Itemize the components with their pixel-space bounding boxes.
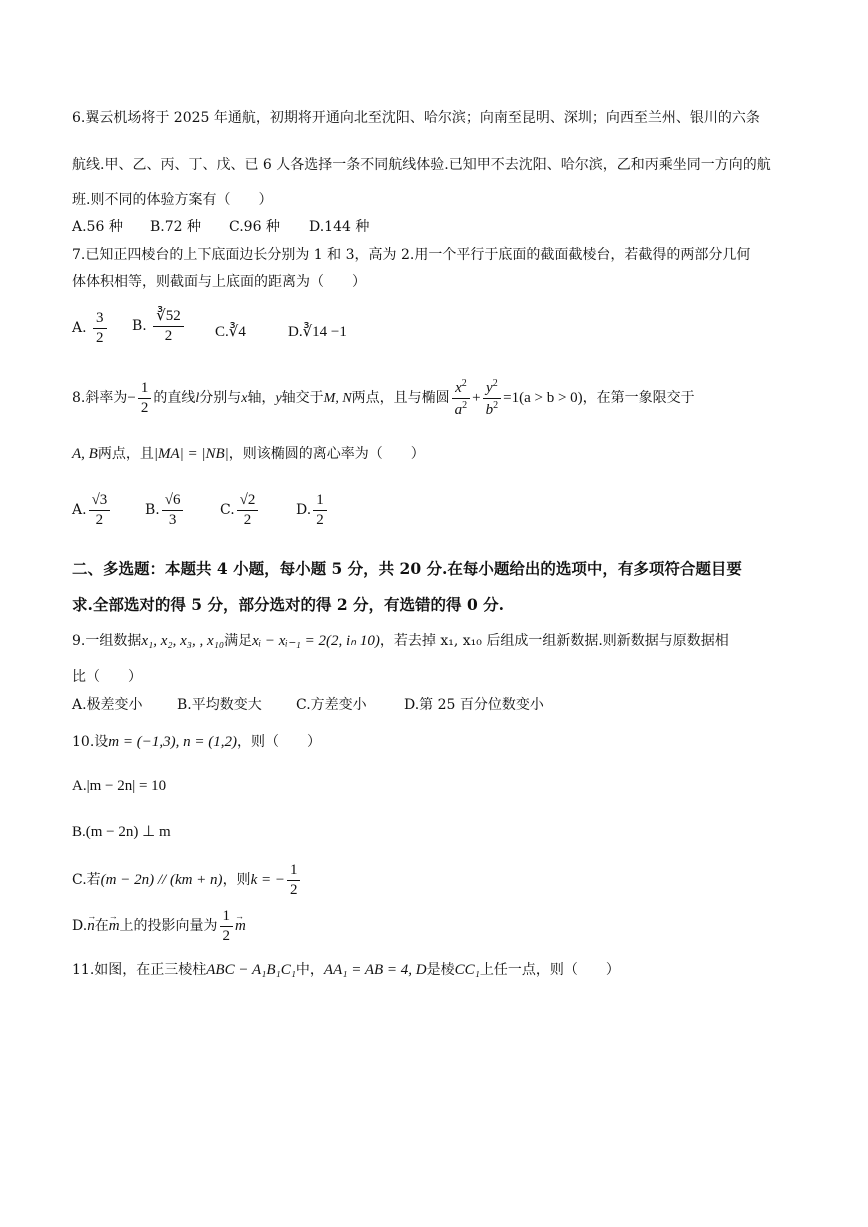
q8-ellipse-x-fraction: $\frac{x^2}{a^2}$ (452, 378, 471, 418)
q10-option-d-prefix: D. (72, 918, 88, 934)
q6-line1: 6.翼云机场将于 2025 年通航，初期将开通向北至沈阳、哈尔滨；向南至昆明、深圳；向西至兰州、银川的六条 (72, 110, 760, 126)
q8-text: 两点，且与椭圆 (351, 390, 450, 406)
q10-option-c-math: (m − 2n) // (km + n) (100, 872, 223, 888)
q11-condition: AA₁ = AB = 4, D (323, 962, 427, 978)
q9-option-a: A.极差变小 (72, 697, 143, 713)
q10-option-d (72, 908, 246, 944)
q10-option-b: B.(m − 2n) ⊥ m (72, 824, 171, 840)
q9-data: x₁, x₂, x₃, , x₁₀ (141, 633, 225, 649)
q8-option-den: 2 (95, 511, 104, 528)
q7-line1: 7.已知正四棱台的上下底面边长分别为 1 和 3，高为 2.用一个平行于底面的截面截棱台，若截得的两部分几何 (72, 247, 751, 263)
q8-points-ab: A, B (72, 446, 98, 462)
q8-option-num: 1 (313, 492, 327, 511)
q6-option-c: C.96 种 (229, 219, 280, 235)
q8-line1 (72, 378, 695, 418)
q7-option-a (72, 310, 109, 346)
q8-slope-num: 1 (138, 380, 152, 399)
q10-option-c-num: 1 (287, 862, 301, 881)
q8-option-num: √3 (89, 492, 111, 511)
q7-option-a-den: 2 (96, 329, 104, 346)
q10-option-d-m2: → m (235, 916, 246, 936)
q8-option-num: √6 (162, 492, 184, 511)
q8-slope-sign: − (127, 390, 136, 406)
q10-option-d-n: → n (87, 916, 95, 936)
q10-prefix: 10.设 (72, 734, 109, 750)
q8-ellipse-tail: =1(a > b > 0) (503, 390, 583, 406)
q8-option-d (296, 492, 329, 528)
q7-option-a-label: A. (72, 320, 87, 336)
q9-text: 满足 (224, 633, 253, 649)
q9-option-d: D.第 25 百分位数变小 (404, 697, 544, 713)
q6-line3: 班.则不同的体验方案有（ ） (72, 192, 273, 208)
q11-text: 是棱 (426, 962, 455, 978)
q8-text: 分别与 (199, 390, 242, 406)
q11-prism: ABC − A₁B₁C₁ (206, 962, 296, 978)
q10-option-c-k: k = − (250, 872, 285, 888)
q8-line2 (72, 444, 425, 464)
q7-option-b-den: 2 (164, 327, 173, 344)
q8-option-label: B. (145, 502, 160, 518)
q8-ellipse-b: b (485, 401, 494, 418)
q6-option-a: A.56 种 (72, 219, 123, 235)
q6-option-d: D.144 种 (309, 219, 370, 235)
q6-option-b: B.72 种 (150, 219, 202, 235)
q10-line1 (72, 732, 321, 752)
q10-option-a: A.|m − 2n| = 10 (72, 778, 167, 794)
q7-option-b-num: ∛52 (153, 308, 184, 327)
q10-option-c-den: 2 (289, 881, 298, 898)
q10-option-d-m: → m (109, 916, 120, 936)
q8-prefix: 8.斜率为 (72, 390, 128, 406)
q8-var-y: y (275, 391, 282, 406)
q8-option-label: C. (220, 502, 235, 518)
q7-option-b-label: B. (132, 318, 147, 334)
q8-condition: |MA| = |NB| (153, 446, 229, 462)
q7-line2: 体体积相等，则截面与上底面的距离为（ ） (72, 274, 366, 290)
q8-var-l: l (195, 391, 200, 406)
q6-line2: 航线.甲、乙、丙、丁、戊、已 6 人各选择一条不同航线体验.已知甲不去沈阳、哈尔滨，乙和丙乘坐同一方向的航 (72, 157, 771, 173)
q7-option-d: D.∛14 −1 (288, 324, 347, 340)
q10-text: ，则 (222, 872, 251, 888)
q9-option-c: C.方差变小 (296, 697, 367, 713)
q8-option-a (72, 492, 112, 528)
q10-text: 在 (94, 918, 109, 934)
q8-ellipse-x: x (455, 380, 462, 396)
q8-option-den: 2 (243, 511, 252, 528)
section2-heading-line2: 求.全部选对的得 5 分，部分选对的得 2 分，有选错的得 0 分. (72, 595, 505, 614)
q9-line2: 比（ ） (72, 669, 142, 685)
q8-slope-den: 2 (140, 399, 149, 416)
q8-option-label: D. (296, 502, 312, 518)
q8-slope-fraction (138, 380, 152, 416)
q8-text: 轴交于 (281, 390, 324, 406)
section2-heading-line1: 二、多选题：本题共 4 小题，每小题 5 分，共 20 分.在每小题给出的选项中，有多项符合题目要 (72, 559, 742, 578)
q8-var-x: x (241, 391, 248, 406)
q8-option-den: 3 (168, 511, 177, 528)
q9-line1 (72, 631, 729, 651)
q10-text: ，则（ ） (236, 734, 321, 750)
q10-option-c (72, 862, 302, 898)
q9-option-b: B.平均数变大 (177, 697, 262, 713)
q8-option-c (220, 492, 260, 528)
q8-text: 轴， (247, 390, 276, 406)
q10-option-d-den: 2 (222, 927, 231, 944)
q8-plus: + (472, 390, 481, 406)
q10-option-d-num: 1 (220, 908, 234, 927)
q8-ellipse-y-fraction: $\frac{y^2}{b^2}$ (483, 378, 502, 418)
q11-text: 上任一点，则（ ） (479, 962, 620, 978)
q8-option-num: √2 (237, 492, 259, 511)
q10-vectors: m = (−1,3), n = (1,2) (108, 734, 237, 750)
q8-points-mn: M, N (323, 391, 352, 406)
q7-option-b (132, 308, 186, 344)
q8-option-label: A. (72, 502, 87, 518)
q10-text: 上的投影向量为 (119, 918, 218, 934)
q9-condition: xᵢ − xᵢ₋₁ = 2(2, iₙ 10) (252, 633, 380, 649)
q10-option-c-prefix: C.若 (72, 872, 101, 888)
q9-prefix: 9.一组数据 (72, 633, 142, 649)
q7-option-a-fraction (93, 310, 107, 346)
q9-text: ，若去掉 x₁, x₁₀ 后组成一组新数据.则新数据与原数据相 (379, 633, 729, 649)
q8-text: 两点，且 (97, 446, 154, 462)
q8-text: ，在第一象限交于 (582, 390, 695, 406)
q8-option-den: 2 (316, 511, 324, 528)
q8-option-b (145, 492, 185, 528)
q7-option-c: C.∛4 (215, 324, 246, 340)
q11-edge: CC₁ (454, 962, 480, 978)
q11-text: 中， (295, 962, 324, 978)
q8-text: ，则该椭圆的离心率为（ ） (228, 446, 425, 462)
q8-text: 的直线 (153, 390, 196, 406)
q11-prefix: 11.如图，在正三棱柱 (72, 962, 207, 978)
q11-line1 (72, 960, 620, 980)
q7-option-b-fraction (153, 308, 184, 344)
q8-ellipse-a: a (454, 401, 463, 418)
q7-option-a-num: 3 (93, 310, 107, 329)
q8-ellipse-y: y (486, 380, 493, 396)
